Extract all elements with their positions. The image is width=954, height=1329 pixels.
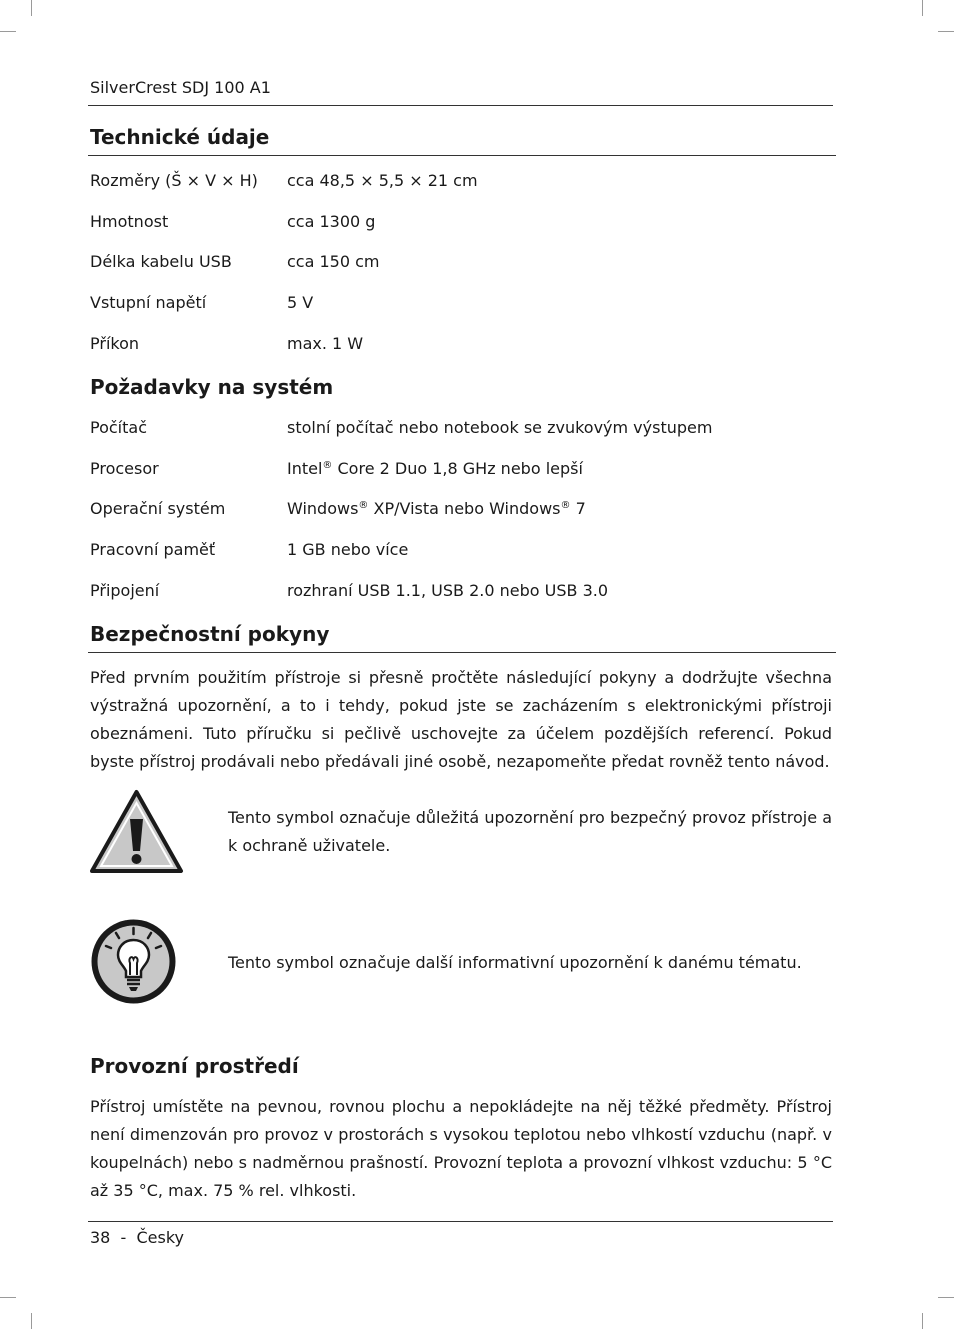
crop-mark bbox=[0, 1297, 16, 1298]
spec-value-text: Core 2 Duo 1,8 GHz nebo lepší bbox=[332, 459, 583, 478]
page-footer bbox=[90, 1228, 184, 1247]
spec-label: Délka kabelu USB bbox=[90, 252, 232, 271]
running-header: SilverCrest SDJ 100 A1 bbox=[90, 78, 271, 97]
spec-label: Připojení bbox=[90, 581, 160, 600]
spec-value bbox=[287, 459, 583, 478]
header-divider bbox=[88, 105, 833, 106]
spec-label: Hmotnost bbox=[90, 212, 169, 231]
spec-value: cca 1300 g bbox=[287, 212, 376, 231]
section-title-technical: Technické údaje bbox=[90, 125, 270, 149]
crop-mark bbox=[938, 31, 954, 32]
lightbulb-icon bbox=[89, 917, 178, 1006]
crop-mark bbox=[922, 1313, 923, 1329]
crop-mark bbox=[31, 0, 32, 16]
registered-mark: ® bbox=[358, 500, 369, 511]
spec-label: Pracovní paměť bbox=[90, 540, 216, 559]
spec-value bbox=[287, 499, 586, 518]
safety-intro-paragraph: Před prvním použitím přístroje si přesně pročtěte následující pokyny a dodržujte všechna výstražná upozornění, a to i tehdy, pokud jste se zacházením s elektronickými přístroji obeznámeni. Tuto příručku si pečlivě uschovejte za účelem pozdějších referencí. Pokud byste přístroj prodávali nebo předávali jiné osobě, nezapomeňte předat rovněž tento návod. bbox=[90, 668, 832, 771]
section-divider bbox=[88, 652, 836, 653]
crop-mark bbox=[0, 31, 16, 32]
spec-label: Rozměry (Š × V × H) bbox=[90, 171, 258, 190]
warning-note-text: Tento symbol označuje důležitá upozornění pro bezpečný provoz přístroje a k ochraně uživatele. bbox=[228, 808, 832, 855]
spec-label: Vstupní napětí bbox=[90, 293, 207, 312]
spec-value-text: XP/Vista nebo Windows bbox=[368, 499, 561, 518]
spec-value: max. 1 W bbox=[287, 334, 364, 353]
spec-value: 1 GB nebo více bbox=[287, 540, 409, 559]
footer-language: Česky bbox=[136, 1228, 184, 1247]
spec-value: stolní počítač nebo notebook se zvukovým výstupem bbox=[287, 418, 713, 437]
spec-value: 5 V bbox=[287, 293, 314, 312]
registered-mark: ® bbox=[560, 500, 571, 511]
crop-mark bbox=[938, 1297, 954, 1298]
section-title-system: Požadavky na systém bbox=[90, 375, 334, 399]
spec-label: Příkon bbox=[90, 334, 140, 353]
environment-paragraph: Přístroj umístěte na pevnou, rovnou plochu a nepokládejte na něj těžké předměty. Přístroj není dimenzován pro provoz v prostorách s vysokou teplotou nebo vlhkostí vzduchu (např. v koupelnách) nebo s nadměrnou prašností. Provozní teplota a provozní vlhkost vzduchu: 5 °C až 35 °C, max. 75 % rel. vlhkosti. bbox=[90, 1097, 832, 1200]
crop-mark bbox=[922, 0, 923, 16]
info-note-text: Tento symbol označuje další informativní upozornění k danému tématu. bbox=[228, 953, 802, 972]
spec-label: Počítač bbox=[90, 418, 147, 437]
spec-value: cca 48,5 × 5,5 × 21 cm bbox=[287, 171, 478, 190]
footer-separator: - bbox=[120, 1228, 127, 1247]
spec-value-text: Intel bbox=[287, 459, 323, 478]
spec-value-text: Windows bbox=[287, 499, 359, 518]
registered-mark: ® bbox=[322, 460, 333, 471]
warning-triangle-icon bbox=[89, 789, 184, 874]
footer-divider bbox=[88, 1221, 833, 1222]
spec-label: Operační systém bbox=[90, 499, 226, 518]
section-divider bbox=[88, 155, 836, 156]
page-number: 38 bbox=[90, 1228, 111, 1247]
spec-label: Procesor bbox=[90, 459, 159, 478]
spec-value-text: 7 bbox=[570, 499, 586, 518]
spec-value: cca 150 cm bbox=[287, 252, 380, 271]
crop-mark bbox=[31, 1313, 32, 1329]
section-title-environment: Provozní prostředí bbox=[90, 1054, 299, 1078]
section-title-safety: Bezpečnostní pokyny bbox=[90, 622, 330, 646]
spec-value: rozhraní USB 1.1, USB 2.0 nebo USB 3.0 bbox=[287, 581, 609, 600]
